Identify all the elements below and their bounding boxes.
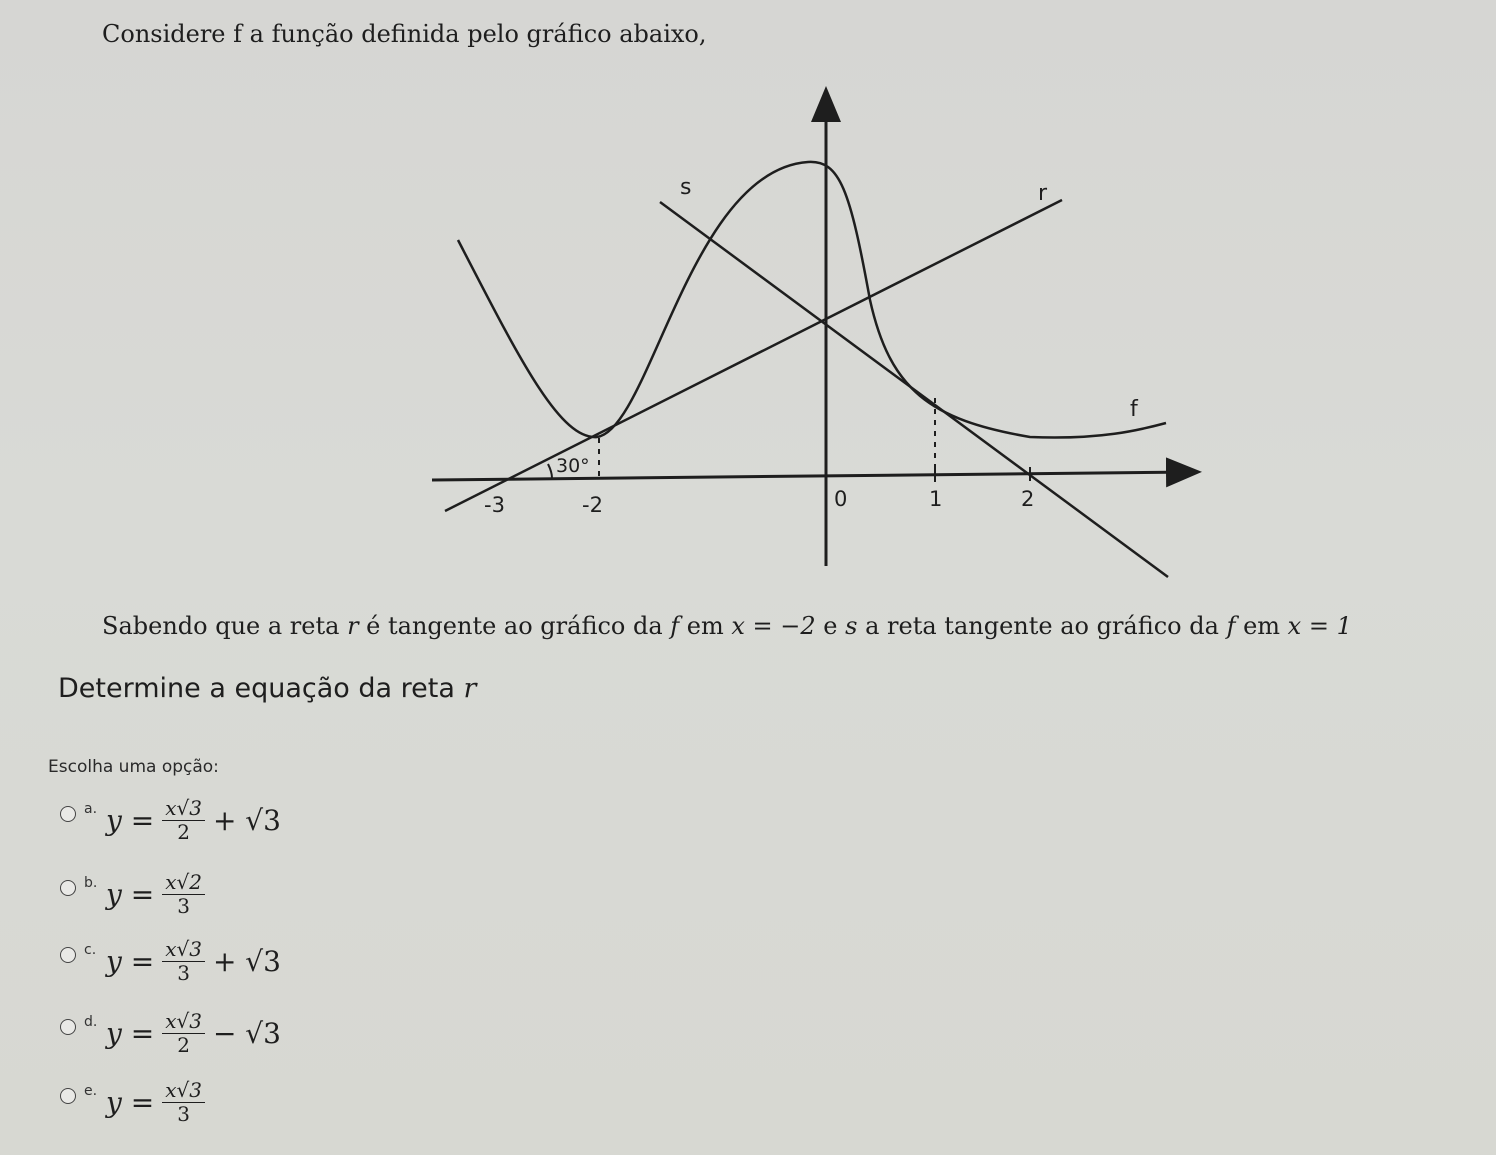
formula-e: y = $\frac{x√3}{3}$	[106, 1080, 213, 1125]
option-d[interactable]: d. y = $\frac{x√3}{2}$ − √3	[60, 997, 281, 1056]
line-r	[445, 200, 1062, 511]
tick-label-2: 2	[1021, 487, 1035, 511]
choose-option-prompt: Escolha uma opção:	[48, 757, 219, 777]
option-e[interactable]: e. y = $\frac{x√3}{3}$	[60, 1066, 213, 1125]
formula-c: y = $\frac{x√3}{3}$ + √3	[106, 937, 281, 985]
option-c[interactable]: c. y = $\frac{x√3}{3}$ + √3	[60, 925, 281, 984]
tick-label-minus3: -3	[484, 493, 505, 517]
formula-b: y = $\frac{x√2}{3}$	[106, 872, 213, 917]
tick-label-1: 1	[929, 487, 943, 511]
problem-statement: Sabendo que a reta r é tangente ao gráfico da f em x = −2 e s a reta tangente ao gráfico da f em x = 1	[102, 612, 1352, 640]
intro-text: Considere f a função definida pelo gráfico abaixo,	[102, 20, 707, 48]
option-a[interactable]: a. y = $\frac{x√3}{2}$ + √3	[60, 784, 281, 843]
label-s: s	[680, 175, 692, 200]
curve-f	[458, 162, 1166, 438]
question-text: Determine a equação da reta r	[58, 673, 477, 704]
line-s	[660, 202, 1168, 577]
x-axis	[432, 472, 1196, 480]
option-b[interactable]: b. y = $\frac{x√2}{3}$	[60, 858, 213, 917]
tick-label-0: 0	[834, 487, 848, 511]
radio-b[interactable]	[60, 880, 76, 896]
radio-e[interactable]	[60, 1088, 76, 1104]
label-r: r	[1038, 181, 1048, 206]
radio-d[interactable]	[60, 1019, 76, 1035]
angle-label: 30°	[556, 455, 590, 477]
label-f: f	[1130, 397, 1138, 422]
tick-label-minus2: -2	[582, 493, 603, 517]
formula-d: y = $\frac{x√3}{2}$ − √3	[106, 1009, 281, 1057]
radio-c[interactable]	[60, 947, 76, 963]
formula-a: y = $\frac{x√3}{2}$ + √3	[106, 796, 281, 844]
radio-a[interactable]	[60, 806, 76, 822]
angle-arc	[548, 464, 552, 478]
